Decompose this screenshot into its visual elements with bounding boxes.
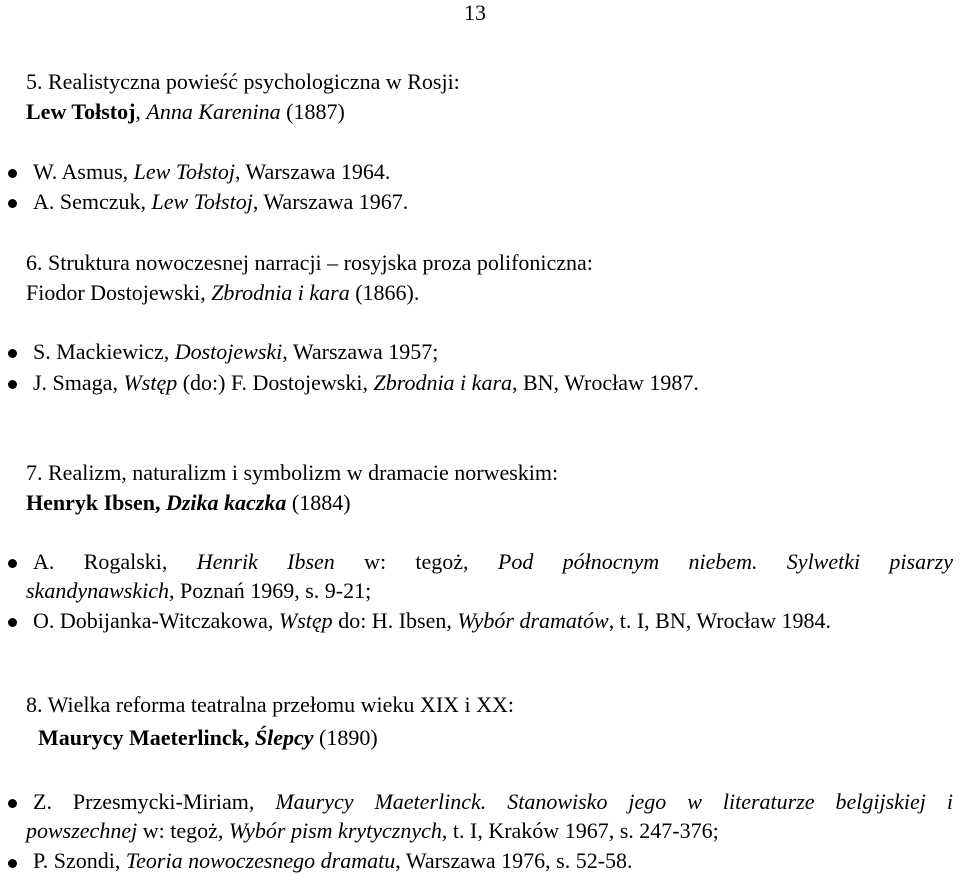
section-8-work: Ślepcy — [254, 725, 314, 750]
section-5-work: Anna Karenina — [146, 99, 281, 124]
section-6-ref-1: S. Mackiewicz, Dostojewski, Warszawa 1957; — [33, 339, 439, 364]
section-5-subject: Lew Tołstoj, Anna Karenina (1887) — [26, 99, 345, 124]
section-5-ref-2: A. Semczuk, Lew Tołstoj, Warszawa 1967. — [33, 189, 409, 214]
section-7-ref-1-line-2: skandynawskich, Poznań 1969, s. 9-21; — [26, 578, 372, 603]
section-7-heading: 7. Realizm, naturalizm i symbolizm w dramacie norweskim: — [26, 460, 559, 485]
section-6-heading: 6. Struktura nowoczesnej narracji – rosyjska proza polifoniczna: — [26, 250, 593, 275]
section-8-year: (1890) — [313, 725, 378, 750]
section-7-ref-1-line-1: A. Rogalski, Henrik Ibsen w: tegoż, Pod północnym niebem. Sylwetki pisarzy — [33, 549, 953, 574]
section-7-ref-2: O. Dobijanka-Witczakowa, Wstęp do: H. Ibsen, Wybór dramatów, t. I, BN, Wrocław 1984. — [33, 608, 832, 633]
section-8-author: Maurycy Maeterlinck — [38, 725, 244, 750]
bullet-icon — [8, 199, 17, 208]
bullet-icon — [8, 169, 17, 178]
section-6-ref-2: J. Smaga, Wstęp (do:) F. Dostojewski, Zbrodnia i kara, BN, Wrocław 1987. — [33, 370, 699, 395]
section-5-author: Lew Tołstoj — [26, 99, 136, 124]
section-7-author: Henryk Ibsen — [26, 490, 155, 515]
section-8-ref-2: P. Szondi, Teoria nowoczesnego dramatu, Warszawa 1976, s. 52-58. — [33, 848, 633, 873]
section-8-subject: Maurycy Maeterlinck, Ślepcy (1890) — [38, 725, 378, 750]
section-6-work: Zbrodnia i kara — [211, 280, 350, 305]
bullet-icon — [8, 380, 17, 389]
bullet-icon — [8, 349, 17, 358]
section-8-heading: 8. Wielka reforma teatralna przełomu wieku XIX i XX: — [26, 692, 515, 717]
bullet-icon — [8, 618, 17, 627]
section-5-heading: 5. Realistyczna powieść psychologiczna w Rosji: — [26, 69, 460, 94]
section-6-year: (1866). — [349, 280, 420, 305]
section-8-ref-1-line-2: powszechnej w: tegoż, Wybór pism krytycznych, t. I, Kraków 1967, s. 247-376; — [26, 818, 719, 843]
section-7-year: (1884) — [286, 490, 351, 515]
bullet-icon — [8, 799, 17, 808]
section-5-ref-1: W. Asmus, Lew Tołstoj, Warszawa 1964. — [33, 159, 391, 184]
bullet-icon — [8, 859, 17, 868]
section-6-subject: Fiodor Dostojewski, Zbrodnia i kara (1866). — [26, 280, 420, 305]
section-7-subject: Henryk Ibsen, Dzika kaczka (1884) — [26, 490, 351, 515]
bullet-icon — [8, 559, 17, 568]
section-6-author: Fiodor Dostojewski — [26, 280, 201, 305]
section-5-year: (1887) — [280, 99, 345, 124]
page-number: 13 — [464, 0, 486, 25]
section-7-work: Dzika kaczka — [165, 490, 287, 515]
section-8-ref-1-line-1: Z. Przesmycki-Miriam, Maurycy Maeterlinck. Stanowisko jego w literaturze belgijskiej i — [33, 789, 953, 814]
